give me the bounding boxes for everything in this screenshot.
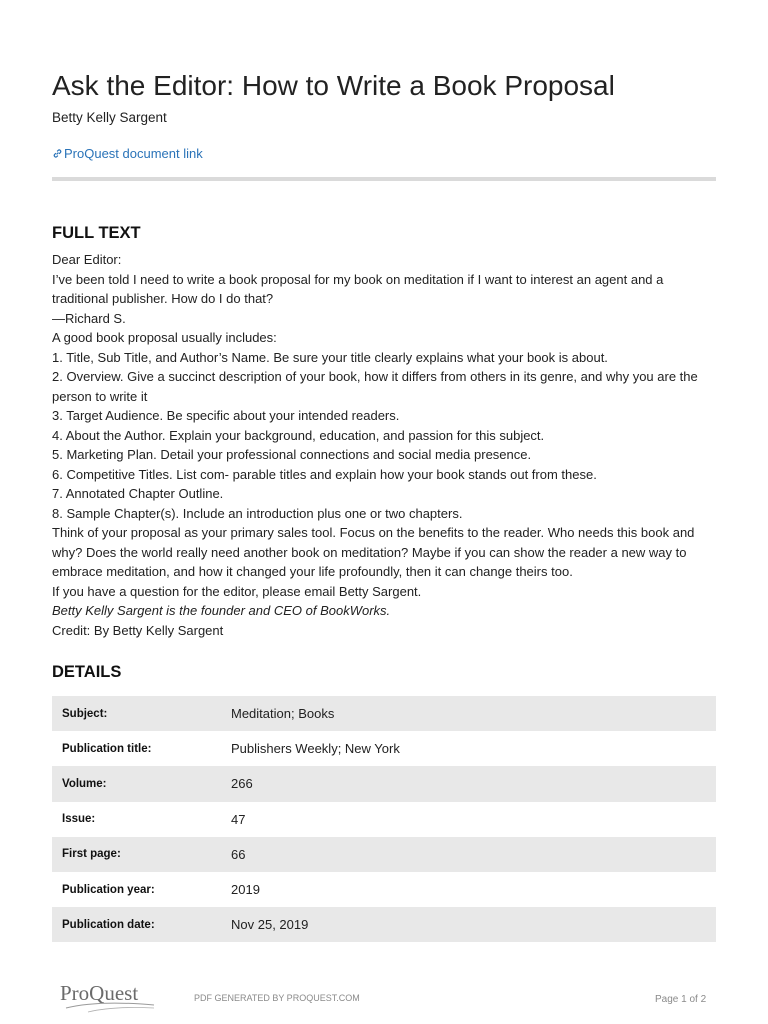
page-number: Page 1 of 2 — [655, 994, 707, 1005]
detail-label: Subject: — [62, 707, 108, 720]
document-title: Ask the Editor: How to Write a Book Proposal — [52, 70, 615, 101]
paragraph: Dear Editor: — [52, 252, 122, 267]
detail-label: Publication title: — [62, 742, 152, 755]
full-text-heading: FULL TEXT — [52, 224, 141, 242]
generated-by-label: PDF GENERATED BY PROQUEST.COM — [194, 993, 360, 1003]
author-bio: Betty Kelly Sargent is the founder and CEO of BookWorks. — [52, 603, 391, 618]
detail-label: First page: — [62, 848, 121, 861]
list-item: 4. About the Author. Explain your background, education, and passion for this subject. — [52, 427, 545, 443]
detail-label: Publication year: — [62, 883, 155, 896]
list-item: 5. Marketing Plan. Detail your professional connections and social media presence. — [52, 447, 532, 462]
details-table — [52, 696, 716, 942]
list-item: 6. Competitive Titles. List com- parable titles and explain how your book stands out from these. — [52, 466, 597, 482]
proquest-document-link[interactable] — [52, 146, 203, 161]
list-item: 2. Overview. Give a succinct description of your book, how it differs from others in its genre, and why you are the person to write it — [52, 369, 698, 404]
table-row — [52, 731, 716, 766]
paragraph: I’ve been told I need to write a book proposal for my book on meditation if I want to interest an agent and a traditional publisher. How do I do that? — [52, 271, 664, 306]
paragraph: A good book proposal usually includes: — [52, 330, 277, 345]
detail-value: 66 — [231, 846, 246, 862]
detail-value: 266 — [231, 776, 253, 792]
table-row — [52, 696, 716, 731]
list-item: 1. Title, Sub Title, and Author’s Name. Be sure your title clearly explains what your book is about. — [52, 349, 608, 365]
table-row — [52, 837, 716, 872]
table-row — [52, 872, 716, 907]
paragraph: If you have a question for the editor, please email Betty Sargent. — [52, 583, 422, 599]
full-text-body — [52, 250, 716, 640]
credit-line: Credit: By Betty Kelly Sargent — [52, 622, 224, 638]
detail-label: Volume: — [62, 777, 107, 790]
detail-value: Nov 25, 2019 — [231, 917, 309, 933]
list-item: 3. Target Audience. Be specific about your intended readers. — [52, 408, 400, 423]
list-item: 7. Annotated Chapter Outline. — [52, 486, 224, 501]
detail-value: 2019 — [231, 882, 260, 898]
detail-value: 47 — [231, 811, 246, 827]
detail-value: Publishers Weekly; New York — [231, 741, 400, 757]
proquest-logo — [58, 978, 158, 1018]
details-heading: DETAILS — [52, 663, 122, 681]
link-icon — [52, 148, 63, 159]
table-row — [52, 766, 716, 801]
paragraph: Think of your proposal as your primary sales tool. Focus on the benefits to the reader. Who needs this book and why? Does the world really need another book on meditation? Maybe if you can show the reader a new way to embrace meditation, and how it changed your life profoundly, then it can change theirs too. — [52, 525, 695, 579]
detail-value: Meditation; Books — [231, 706, 335, 722]
table-row — [52, 802, 716, 837]
header-divider — [52, 177, 716, 181]
detail-label: Issue: — [62, 813, 96, 826]
logo-text: ProQuest — [60, 981, 139, 1005]
detail-label: Publication date: — [62, 918, 155, 931]
table-row — [52, 907, 716, 942]
paragraph: —Richard S. — [52, 310, 126, 326]
list-item: 8. Sample Chapter(s). Include an introduction plus one or two chapters. — [52, 505, 463, 521]
document-link-label: ProQuest document link — [64, 146, 203, 161]
document-author: Betty Kelly Sargent — [52, 110, 167, 125]
